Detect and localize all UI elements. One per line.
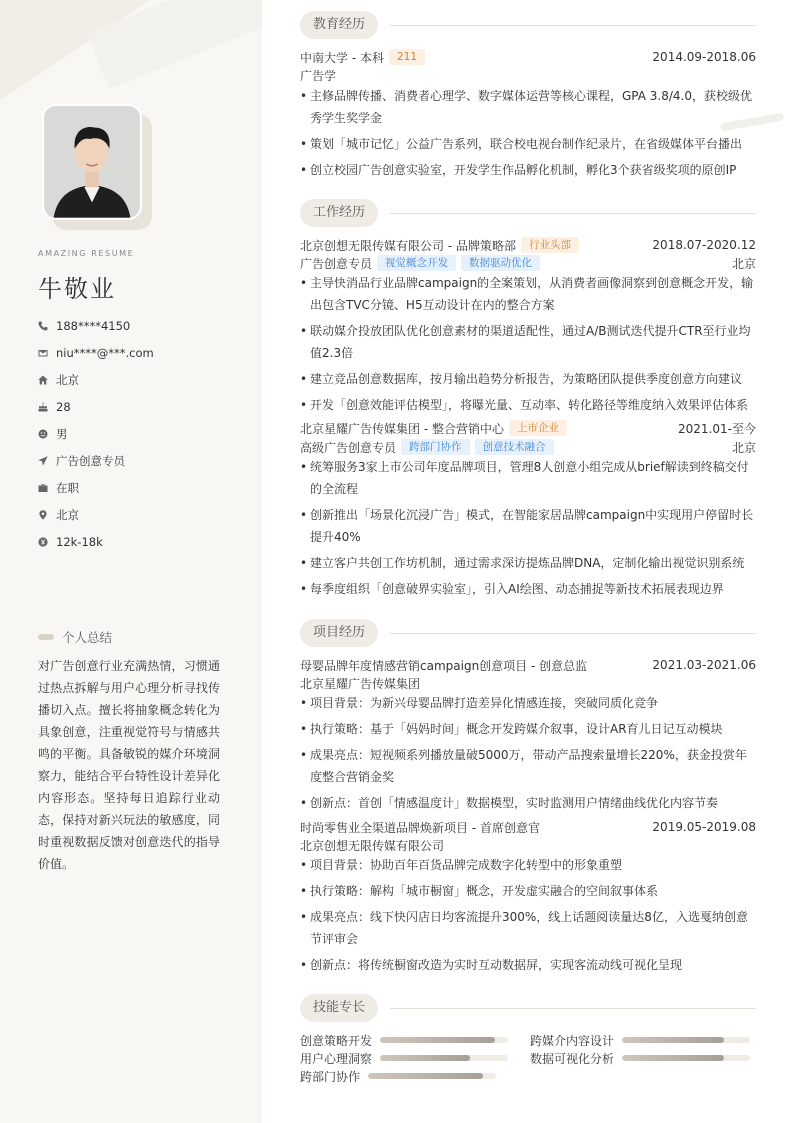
skill-item — [300, 1049, 508, 1067]
major: 广告学 — [300, 68, 337, 83]
section-divider — [390, 213, 756, 214]
job-date: 2021.01-至今 — [678, 421, 756, 436]
skill-track — [380, 1055, 508, 1061]
job-city: 北京 — [731, 256, 756, 271]
info-text: 28 — [56, 399, 71, 414]
info-gender — [38, 420, 154, 447]
info-text: 在职 — [56, 480, 79, 495]
job-position-row — [300, 438, 756, 456]
info-email — [38, 339, 154, 366]
summary-heading — [38, 628, 112, 646]
section-title: 项目经历 — [300, 619, 378, 647]
job-bullet: • 开发「创意效能评估模型」，将曝光量、互动率、转化路径等维度纳入效果评估体系 — [300, 394, 756, 416]
gender-icon — [38, 429, 56, 439]
job-company-row — [300, 419, 756, 437]
info-text: 广告创意专员 — [56, 453, 125, 468]
contact-info-list — [38, 312, 154, 555]
sidebar — [0, 0, 262, 1123]
info-text: 188****4150 — [56, 318, 131, 333]
skill-name: 数据可视化分析 — [530, 1051, 615, 1066]
skill-level-bar — [622, 1037, 724, 1043]
project-title-row — [300, 656, 756, 674]
company-tag: 行业头部 — [521, 237, 579, 253]
skill-name: 跨媒介内容设计 — [530, 1033, 615, 1048]
company-name: 北京星耀广告传媒集团 - 整合营销中心 — [300, 421, 504, 436]
job-bullet: • 创新推出「场景化沉浸广告」模式，在智能家居品牌campaign中实现用户停留时长提升40% — [300, 504, 756, 548]
section-divider — [390, 1008, 756, 1009]
major-row — [300, 66, 756, 84]
skill-track — [380, 1037, 508, 1043]
school-name: 中南大学 - 本科 — [300, 50, 384, 65]
skill-level-bar — [380, 1037, 495, 1043]
info-salary — [38, 528, 154, 555]
job-bullet: • 建立竞品创意数据库，按月输出趋势分析报告，为策略团队提供季度创意方向建议 — [300, 368, 756, 390]
skills-heading — [300, 994, 756, 1022]
skill-track — [622, 1055, 750, 1061]
job-bullet: • 每季度组织「创意破界实验室」，引入AI绘图、动态捕捉等新技术拓展表现边界 — [300, 578, 756, 600]
info-status — [38, 474, 154, 501]
project-bullet: • 执行策略：解构「城市橱窗」概念，开发虚实融合的空间叙事体系 — [300, 880, 756, 902]
skill-item — [530, 1049, 750, 1067]
candidate-name: 牛敬业 — [38, 275, 116, 303]
project-org: 北京星耀广告传媒集团 — [300, 676, 421, 691]
info-text: 北京 — [56, 507, 79, 522]
skill-level-bar — [380, 1055, 470, 1061]
project-date: 2019.05-2019.08 — [652, 820, 756, 834]
education-bullet: • 主修品牌传播、消费者心理学、数字媒体运营等核心课程，GPA 3.8/4.0，获校级优秀学生奖学金 — [300, 85, 756, 129]
info-location — [38, 501, 154, 528]
work-heading — [300, 199, 756, 227]
info-text: 男 — [56, 426, 68, 441]
section-divider — [390, 25, 756, 26]
project-bullet: • 成果亮点：线下快闪店日均客流提升300%，线上话题阅读量达8亿，入选戛纳创意节评审会 — [300, 906, 756, 950]
education-bullet: • 创立校园广告创意实验室，开发学生作品孵化机制，孵化3个获省级奖项的原创IP — [300, 159, 756, 181]
skill-level-bar — [622, 1055, 724, 1061]
avatar — [42, 104, 142, 220]
cake-icon — [38, 402, 56, 412]
skill-item — [300, 1031, 508, 1049]
section-divider — [390, 633, 756, 634]
profile-photo — [42, 104, 142, 220]
info-text: 12k-18k — [56, 534, 103, 549]
info-phone — [38, 312, 154, 339]
job-bullet: • 联动媒介投放团队优化创意素材的渠道适配性，通过A/B测试迭代提升CTR至行业均值2.3倍 — [300, 320, 756, 364]
section-title: 教育经历 — [300, 11, 378, 39]
project-bullet: • 创新点：首创「情感温度计」数据模型，实时监测用户情绪曲线优化内容节奏 — [300, 792, 756, 814]
education-date: 2014.09-2018.06 — [652, 50, 756, 64]
home-icon — [38, 375, 56, 385]
project-org-row — [300, 836, 756, 854]
info-text: 北京 — [56, 372, 79, 387]
project-name: 时尚零售业全渠道品牌焕新项目 - 首席创意官 — [300, 820, 540, 835]
section-title: 工作经历 — [300, 199, 378, 227]
briefcase-icon — [38, 483, 56, 493]
job-position: 广告创意专员 — [300, 256, 373, 271]
project-org-row — [300, 674, 756, 692]
skill-tag: 数据驱动优化 — [461, 255, 540, 271]
skill-tag: 视觉概念开发 — [377, 255, 456, 271]
project-bullet: • 项目背景：协助百年百货品牌完成数字化转型中的形象重塑 — [300, 854, 756, 876]
education-heading — [300, 11, 756, 39]
project-bullet: • 成果亮点：短视频系列播放量破5000万，带动产品搜索量增长220%，获金投赏年度整合营销金奖 — [300, 744, 756, 788]
project-date: 2021.03-2021.06 — [652, 658, 756, 672]
job-position-row — [300, 254, 756, 272]
info-position — [38, 447, 154, 474]
job-bullet: • 主导快消品行业品牌campaign的全案策划，从消费者画像洞察到创意概念开发，输出包含TVC分镜、H5互动设计在内的整合方案 — [300, 272, 756, 316]
send-icon — [38, 456, 56, 466]
job-city: 北京 — [731, 440, 756, 455]
project-bullet: • 项目背景：为新兴母婴品牌打造差异化情感连接，突破同质化竞争 — [300, 692, 756, 714]
skill-tag: 创意技术融合 — [475, 439, 554, 455]
salary-icon — [38, 537, 56, 547]
job-bullet: • 建立客户共创工作坊机制，通过需求深访提炼品牌DNA，定制化输出视觉识别系统 — [300, 552, 756, 574]
job-date: 2018.07-2020.12 — [652, 238, 756, 252]
education-bullet: • 策划「城市记忆」公益广告系列，联合校电视台制作纪录片，在省级媒体平台播出 — [300, 133, 756, 155]
info-text: niu****@***.com — [56, 345, 154, 360]
info-hometown — [38, 366, 154, 393]
email-icon — [38, 348, 56, 358]
job-position: 高级广告创意专员 — [300, 440, 397, 455]
company-tag: 上市企业 — [509, 420, 567, 436]
skill-level-bar — [368, 1073, 483, 1079]
section-title: 技能专长 — [300, 994, 378, 1022]
projects-heading — [300, 619, 756, 647]
job-company-row — [300, 236, 756, 254]
school-tag: 211 — [389, 49, 425, 65]
heading-marker — [38, 634, 54, 640]
skill-item — [530, 1031, 750, 1049]
summary-text: 对广告创意行业充满热情，习惯通过热点拆解与用户心理分析寻找传播切入点。擅长将抽象概念转化为具象创意，注重视觉符号与情感共鸣的平衡。具备敏锐的媒介环境洞察力，能结合平台特性设计差异化内容形态。坚持每日追踪行业动态，保持对新兴玩法的敏感度，同时重视数据反馈对创意迭代的指导价值。 — [38, 659, 220, 871]
avatar-portrait — [44, 106, 140, 218]
info-age — [38, 393, 154, 420]
project-name: 母婴品牌年度情感营销campaign创意项目 - 创意总监 — [300, 658, 588, 673]
skill-track — [368, 1073, 496, 1079]
project-org: 北京创想无限传媒有限公司 — [300, 838, 445, 853]
phone-icon — [38, 321, 56, 331]
project-title-row — [300, 818, 756, 836]
skill-tag: 跨部门协作 — [401, 439, 470, 455]
skill-item — [300, 1067, 496, 1085]
skill-name: 用户心理洞察 — [300, 1051, 373, 1066]
project-bullet: • 执行策略：基于「妈妈时间」概念开发跨媒介叙事，设计AR育儿日记互动模块 — [300, 718, 756, 740]
summary-title: 个人总结 — [62, 630, 113, 645]
skill-name: 创意策略开发 — [300, 1033, 373, 1048]
skill-track — [622, 1037, 750, 1043]
skill-name: 跨部门协作 — [300, 1069, 361, 1084]
location-icon — [38, 510, 56, 520]
company-name: 北京创想无限传媒有限公司 - 品牌策略部 — [300, 238, 516, 253]
job-bullet: • 统筹服务3家上市公司年度品牌项目，管理8人创意小组完成从brief解读到终稿交付的全流程 — [300, 456, 756, 500]
education-row — [300, 48, 756, 66]
project-bullet: • 创新点：将传统橱窗改造为实时互动数据屏，实现客流动线可视化呈现 — [300, 954, 756, 976]
resume-tagline: AMAZING RESUME — [38, 249, 135, 258]
